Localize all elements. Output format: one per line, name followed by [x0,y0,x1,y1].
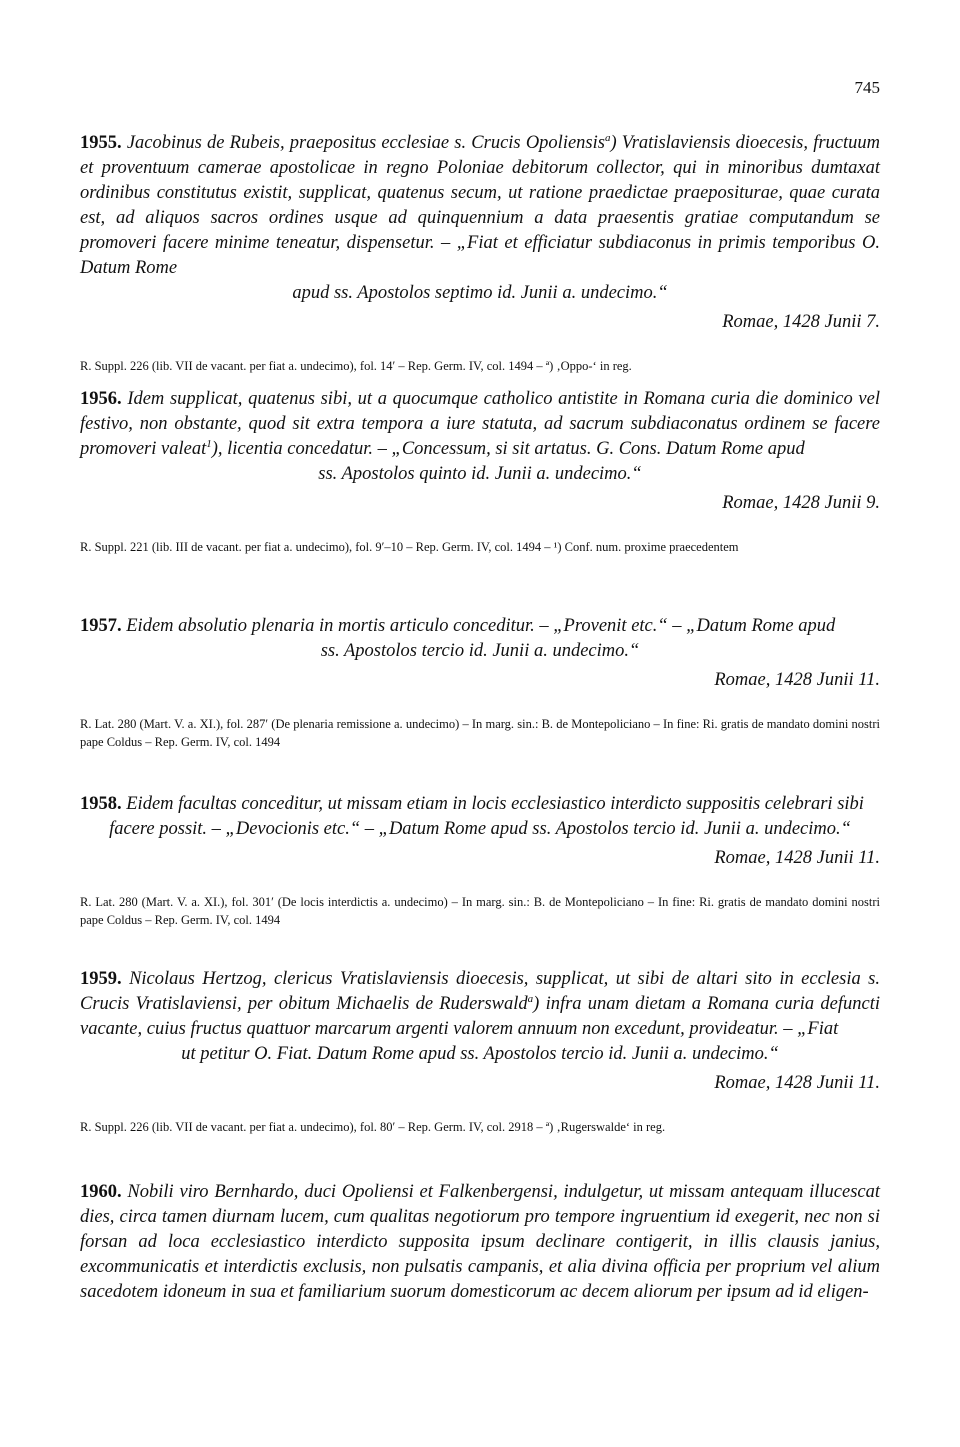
entry-1957 [80,614,880,751]
entry-body [80,967,880,1042]
page-number: 745 [854,78,880,97]
footnote-marker: a [527,992,534,1005]
entry-source-note: R. Lat. 280 (Mart. V. a. XI.), fol. 301′ (De locis interdictis a. undecimo) – In marg. sin.: B. de Montepoliciano – In fine: Ri. gratis de mandato domini nostri pape Coldus – Rep. Germ. IV, col. 1494 [80,895,880,927]
entry-source-note: R. Suppl. 221 (lib. III de vacant. per fiat a. undecimo), fol. 9′–10 – Rep. Germ. IV, col. 1494 – ¹) Conf. num. proxime praecedentem [80,540,739,554]
entry-closing-line: ss. Apostolos quinto id. Junii a. undecimo.“ [318,464,642,484]
entry-number: 1956. [80,389,122,409]
entry-number: 1955. [80,133,122,153]
entry-date: Romae, 1428 Junii 11. [714,1073,880,1093]
entry-1959 [80,967,880,1136]
entry-text: Eidem absolutio plenaria in mortis articulo conceditur. – „Provenit etc.“ – „Datum Rome apud [126,616,836,636]
entry-source-note: R. Suppl. 226 (lib. VII de vacant. per fiat a. undecimo), fol. 80′ – Rep. Germ. IV, col. 2918 – ª) ‚Rugerswalde‘ in reg. [80,1120,666,1134]
entry-1955 [80,131,880,375]
entry-closing-line: facere possit. – „Devocionis etc.“ – „Datum Rome apud ss. Apostolos tercio id. Junii a. undecimo.“ [109,819,851,839]
entry-closing-line: ut petitur O. Fiat. Datum Rome apud ss. Apostolos tercio id. Junii a. undecimo.“ [181,1044,779,1064]
entry-1960 [80,1180,880,1305]
entry-closing-line: apud ss. Apostolos septimo id. Junii a. undecimo.“ [292,283,668,303]
entry-date: Romae, 1428 Junii 11. [714,848,880,868]
entry-number: 1960. [80,1182,122,1202]
entry-text: Nicolaus Hertzog, clericus Vratislaviensis dioecesis, supplicat, ut sibi de altari sito in ecclesia s. Crucis Vratislaviensi, per obitum Michaelis de Ruderswald [80,969,880,1014]
entry-source-note: R. Suppl. 226 (lib. VII de vacant. per fiat a. undecimo), fol. 14′ – Rep. Germ. IV, col. 1494 – ª) ‚Oppo-‘ in reg. [80,359,632,373]
entry-closing-line: ss. Apostolos tercio id. Junii a. undecimo.“ [320,641,640,661]
entry-text: Idem supplicat, quatenus sibi, ut a quocumque catholico antistite in Romana curia die dominico vel festivo, non obstante, quod sit extra tempora a iure statuta, ad sacrum subdiaconatus ordinem se facere promoveri valeat [80,389,880,459]
entry-1956 [80,387,880,556]
entry-body [80,131,880,281]
entry-text: Eidem facultas conceditur, ut missam etiam in locis ecclesiastico interdicto suppositis celebrari sibi [126,794,864,814]
entry-number: 1959. [80,969,122,989]
entry-number: 1957. [80,616,122,636]
entry-date: Romae, 1428 Junii 9. [722,493,880,513]
entry-text: Nobili viro Bernhardo, duci Opoliensi et Falkenbergensi, indulgetur, ut missam antequam illucescat dies, circa tamen diurnam lucem, cum qualitas negotiorum pro tempore ingruentium id exegerit, nec non si forsan ad loca ecclesiastico interdicto supposita ipsum declinare contigerit, in illis clausis janius, excommunicatis et interdictis exclusis, non pulsatis campanis, et alia divina officia per proprium vel alium sacedotem idoneum in sua et familiarium suorum domesticorum ac decem aliorum per ipsum ad id eligen- [80,1182,880,1302]
entry-text: Jacobinus de Rubeis, praepositus ecclesiae s. Crucis Opoliensis [126,133,605,153]
entry-body [80,1180,880,1305]
entry-date: Romae, 1428 Junii 11. [714,670,880,690]
entry-text-continued: ) infra unam dietam a Romana curia defuncti vacante, cuius fructus quattuor marcarum argenti valorem annuum non excedunt, provideatur. – „Fiat [80,994,881,1039]
footnote-marker: 1 [206,437,212,450]
entry-text-continued: ) Vratislaviensis dioecesis, fructuum et proventuum camerae apostolicae in regno Poloniae debitorum collector, qui in minoribus dumtaxat ordinibus constitutus existit, supplicat, quatenus secum, ut ratione praedictae praepositurae, quae curata est, ad aliquos sacros ordines usque ad quinquennium a data praesentis gratiae computandum se promoveri facere minime teneatur, dispensetur. – „Fiat et efficiatur subdiaconus in primis temporibus O. Datum Rome [80,133,880,278]
entry-source-note: R. Lat. 280 (Mart. V. a. XI.), fol. 287′ (De plenaria remissione a. undecimo) – In marg. sin.: B. de Montepoliciano – In fine: Ri. gratis de mandato domini nostri pape Coldus – Rep. Germ. IV, col. 1494 [80,717,880,749]
footnote-marker: a [604,131,611,144]
entry-body [80,614,880,639]
entry-1958 [80,792,880,929]
entry-number: 1958. [80,794,122,814]
entry-date: Romae, 1428 Junii 7. [722,312,880,332]
entry-body [80,387,880,462]
entry-text-continued: ), licentia concedatur. – „Concessum, si sit artatus. G. Cons. Datum Rome apud [211,439,805,459]
entry-body [80,792,880,817]
